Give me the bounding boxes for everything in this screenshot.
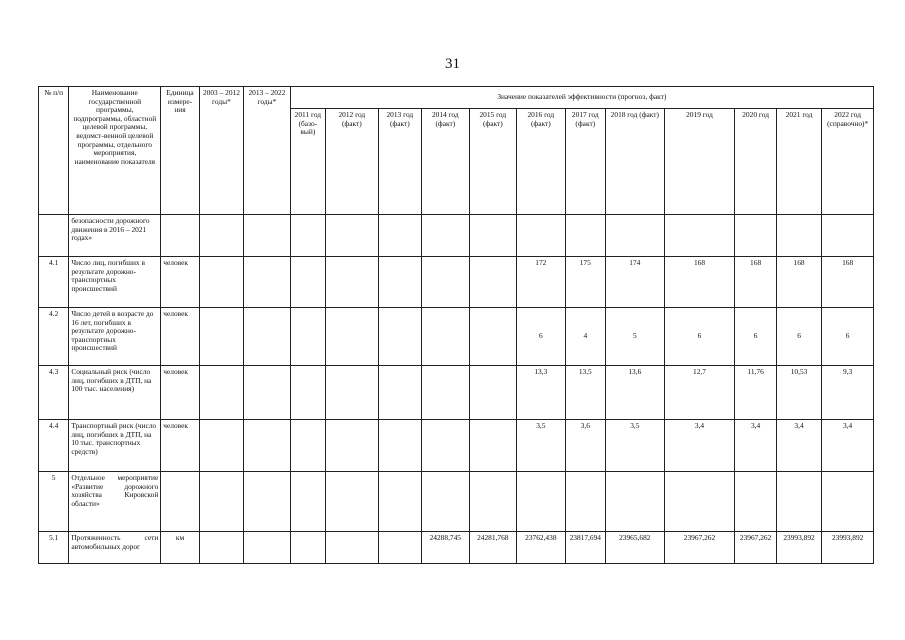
table-row xyxy=(39,257,874,308)
row-value: 23967,262 xyxy=(735,532,776,564)
row-value xyxy=(735,215,776,257)
row-value xyxy=(735,472,776,532)
row-value xyxy=(378,257,421,308)
row-unit xyxy=(161,472,199,532)
row-value: 6 xyxy=(517,308,566,366)
row-value xyxy=(378,308,421,366)
header-name: Наименование государственной программы, подпрограммы, областной целевой программы, ведомст-венной целевой программы, отдельного мероприятия, наименование показателя xyxy=(69,87,161,215)
row-value xyxy=(290,532,325,564)
row-value: 175 xyxy=(565,257,605,308)
row-name: Число лиц, погибших в результате дорожно-транспортных происшествий xyxy=(69,257,161,308)
row-value: 5 xyxy=(606,308,665,366)
row-num: 4.3 xyxy=(39,366,69,420)
row-value xyxy=(422,420,470,472)
row-name: Отдельное мероприятие «Развитие дорожного хозяйства Кировской области» xyxy=(69,472,161,532)
row-name: Социальный риск (число лиц, погибших в ДТП, на 100 тыс. населения) xyxy=(69,366,161,420)
row-value: 4 xyxy=(565,308,605,366)
row-value: 23993,892 xyxy=(822,532,874,564)
row-unit xyxy=(161,215,199,257)
header-year: 2016 год (факт) xyxy=(517,109,566,215)
row-value: 23967,262 xyxy=(664,532,735,564)
header-year: 2012 год (факт) xyxy=(326,109,379,215)
header-year: 2019 год xyxy=(664,109,735,215)
table-row xyxy=(39,532,874,564)
row-value xyxy=(378,366,421,420)
row-value xyxy=(776,215,821,257)
row-value: 23762,438 xyxy=(517,532,566,564)
row-value xyxy=(469,257,517,308)
row-value xyxy=(290,472,325,532)
row-unit: человек xyxy=(161,420,199,472)
row-value: 12,7 xyxy=(664,366,735,420)
row-value: 3,4 xyxy=(776,420,821,472)
row-num: 4.2 xyxy=(39,308,69,366)
header-unit: Единица измере-ния xyxy=(161,87,199,215)
row-value: 3,6 xyxy=(565,420,605,472)
header-num: № п/п xyxy=(39,87,69,215)
row-value xyxy=(378,420,421,472)
row-value xyxy=(326,472,379,532)
row-num: 5.1 xyxy=(39,532,69,564)
header-year: 2017 год (факт) xyxy=(565,109,605,215)
row-value: 13,3 xyxy=(517,366,566,420)
row-value xyxy=(326,420,379,472)
row-value xyxy=(422,308,470,366)
row-value: 168 xyxy=(776,257,821,308)
row-unit: км xyxy=(161,532,199,564)
efficiency-indicators-table xyxy=(38,86,874,564)
row-value: 174 xyxy=(606,257,665,308)
row-value xyxy=(290,257,325,308)
row-value xyxy=(517,472,566,532)
row-value: 6 xyxy=(822,308,874,366)
header-group: Значение показателей эффективности (прогноз, факт) xyxy=(290,87,873,109)
row-value xyxy=(326,308,379,366)
row-value: 3,5 xyxy=(517,420,566,472)
row-unit: человек xyxy=(161,366,199,420)
row-value xyxy=(565,472,605,532)
row-value xyxy=(326,532,379,564)
row-value xyxy=(378,215,421,257)
row-num xyxy=(39,215,69,257)
header-period-2003-2012: 2003 – 2012 годы* xyxy=(199,87,243,215)
table-row xyxy=(39,472,874,532)
row-value: 23965,682 xyxy=(606,532,665,564)
row-value xyxy=(326,215,379,257)
table-row xyxy=(39,215,874,257)
row-value xyxy=(822,472,874,532)
header-year: 2020 год xyxy=(735,109,776,215)
row-value: 3,5 xyxy=(606,420,665,472)
row-unit: человек xyxy=(161,257,199,308)
row-value: 13,6 xyxy=(606,366,665,420)
row-value xyxy=(378,472,421,532)
row-value xyxy=(565,215,605,257)
row-value xyxy=(422,472,470,532)
row-value xyxy=(469,308,517,366)
table-row xyxy=(39,366,874,420)
row-value xyxy=(517,215,566,257)
row-value xyxy=(290,420,325,472)
row-value: 3,4 xyxy=(664,420,735,472)
header-year: 2013 год (факт) xyxy=(378,109,421,215)
row-value: 23817,694 xyxy=(565,532,605,564)
row-value: 24288,745 xyxy=(422,532,470,564)
row-value: 3,4 xyxy=(735,420,776,472)
header-year: 2014 год (факт) xyxy=(422,109,470,215)
row-value: 11,76 xyxy=(735,366,776,420)
row-value: 6 xyxy=(664,308,735,366)
row-value: 23993,892 xyxy=(776,532,821,564)
page-number: 31 xyxy=(445,56,460,72)
row-value xyxy=(290,308,325,366)
row-num: 4.4 xyxy=(39,420,69,472)
row-value: 10,53 xyxy=(776,366,821,420)
row-value xyxy=(422,215,470,257)
row-value xyxy=(290,215,325,257)
row-value: 168 xyxy=(664,257,735,308)
row-value: 6 xyxy=(776,308,821,366)
row-value xyxy=(469,420,517,472)
row-value xyxy=(290,366,325,420)
header-row-1 xyxy=(39,87,874,109)
row-value xyxy=(326,257,379,308)
header-year: 2022 год (справочно)* xyxy=(822,109,874,215)
row-value: 168 xyxy=(735,257,776,308)
row-value xyxy=(776,472,821,532)
row-value: 168 xyxy=(822,257,874,308)
row-num: 5 xyxy=(39,472,69,532)
row-value: 9,3 xyxy=(822,366,874,420)
header-year: 2015 год (факт) xyxy=(469,109,517,215)
row-num: 4.1 xyxy=(39,257,69,308)
row-name: Транспортный риск (число лиц, погибших в ДТП, на 10 тыс. транспортных средств) xyxy=(69,420,161,472)
row-value xyxy=(822,215,874,257)
row-value: 6 xyxy=(735,308,776,366)
row-value xyxy=(469,366,517,420)
row-value xyxy=(469,215,517,257)
table-row xyxy=(39,420,874,472)
row-value xyxy=(469,472,517,532)
row-value xyxy=(378,532,421,564)
row-name: Число детей в возрасте до 16 лет, погибших в результате дорожно-транспортных происшествий xyxy=(69,308,161,366)
header-year: 2011 год (базо-вый) xyxy=(290,109,325,215)
row-value xyxy=(422,257,470,308)
row-value: 3,4 xyxy=(822,420,874,472)
row-value xyxy=(422,366,470,420)
row-value xyxy=(606,472,665,532)
row-value xyxy=(664,215,735,257)
row-value xyxy=(664,472,735,532)
header-year: 2018 год (факт) xyxy=(606,109,665,215)
row-value: 172 xyxy=(517,257,566,308)
row-name: Протяженность сети автомобильных дорог xyxy=(69,532,161,564)
row-value xyxy=(326,366,379,420)
header-period-2013-2022: 2013 – 2022 годы* xyxy=(244,87,291,215)
row-value xyxy=(606,215,665,257)
row-value: 13,5 xyxy=(565,366,605,420)
row-name: безопасности дорожного движения в 2016 – 2021 годах» xyxy=(69,215,161,257)
header-year: 2021 год xyxy=(776,109,821,215)
row-value: 24281,768 xyxy=(469,532,517,564)
row-unit: человек xyxy=(161,308,199,366)
table-row xyxy=(39,308,874,366)
